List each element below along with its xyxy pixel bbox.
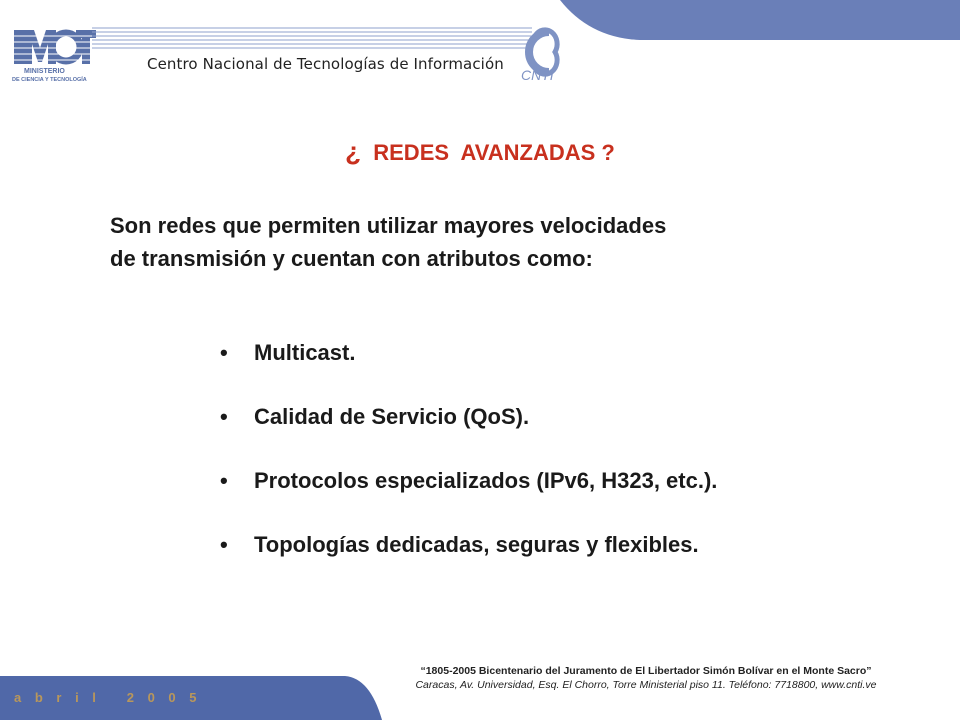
cnti-logo-icon xyxy=(505,26,575,82)
footer-line-1: “1805-2005 Bicentenario del Juramento de El Libertador Simón Bolívar en el Monte Sacro” xyxy=(420,665,872,677)
bullet-icon: • xyxy=(220,532,228,557)
list-item-text: Protocolos especializados (IPv6, H323, etc.). xyxy=(254,468,718,493)
intro-line-2: de transmisión y cuentan con atributos como: xyxy=(110,246,593,271)
bullet-icon: • xyxy=(220,404,228,429)
intro-line-1: Son redes que permiten utilizar mayores velocidades xyxy=(110,213,667,238)
mct-subtitle-1: MINISTERIO xyxy=(24,68,65,75)
bullet-icon: • xyxy=(220,340,228,365)
intro-paragraph xyxy=(110,209,870,275)
mct-logo-icon xyxy=(10,26,100,84)
title-text: REDES AVANZADAS ? xyxy=(373,140,615,165)
list-item-text: Topologías dedicadas, seguras y flexibles. xyxy=(254,532,699,557)
list-item-text: Calidad de Servicio (QoS). xyxy=(254,404,530,429)
footer-text xyxy=(386,664,906,692)
bullet-icon: • xyxy=(220,468,228,493)
title-question-open: ¿ xyxy=(345,136,362,166)
footer-date: a b r i l 2 0 0 5 xyxy=(14,690,202,705)
footer-line-2: Caracas, Av. Universidad, Esq. El Chorro, Torre Ministerial piso 11. Teléfono: 7718800, www.cnti.ve xyxy=(415,679,877,691)
cnti-acronym: CNTI xyxy=(521,67,554,82)
list-item-text: Multicast. xyxy=(254,340,356,365)
slide-title xyxy=(0,136,960,167)
mct-subtitle-2: DE CIENCIA Y TECNOLOGÍA xyxy=(12,77,87,83)
organization-name: Centro Nacional de Tecnologías de Información xyxy=(147,55,504,73)
